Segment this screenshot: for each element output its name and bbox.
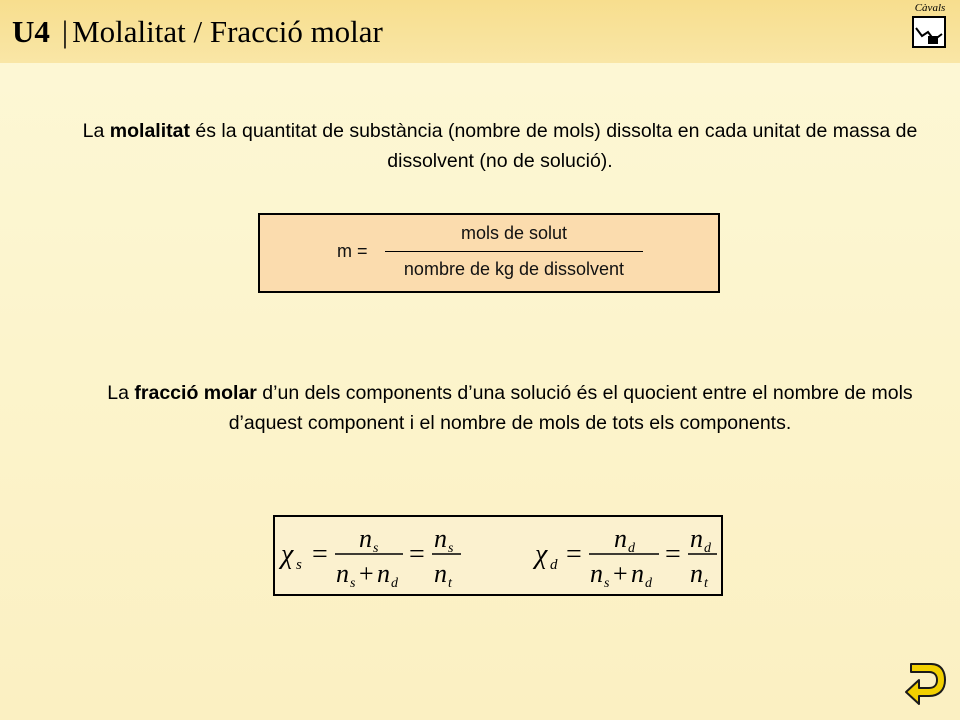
n-d-den-2: n: [631, 559, 644, 588]
n-t-den: n: [434, 559, 447, 588]
n-t-den-2: n: [690, 559, 703, 588]
header-bar: [0, 0, 960, 63]
molality-intro-after: és la quantitat de substància (nombre de mols) dissolta en cada unitat de massa de dissolvent (no de solució).: [189, 120, 918, 172]
title-separator: |: [61, 14, 69, 49]
n-s-numerator: n: [359, 524, 372, 553]
molality-numerator: mols de solut: [460, 223, 568, 243]
mole-fraction-intro-after: d’un dels components d’una solució és el quocient entre el nombre de mols d’aquest component i el nombre de mols de tots els components.: [228, 382, 913, 434]
n-d-num2: n: [690, 524, 703, 553]
plus-1: +: [359, 559, 374, 588]
unit-code: U4: [12, 14, 50, 49]
chi-d-subscript: d: [550, 557, 558, 573]
formula-solvent: [532, 524, 717, 591]
n-t-den-sub: t: [448, 576, 452, 591]
n-s-num2-sub: s: [448, 541, 454, 556]
molality-intro-before: La: [82, 120, 110, 142]
n-s-den-2-sub: s: [604, 576, 610, 591]
formula-solute: [278, 524, 461, 591]
molality-term: molalitat: [109, 120, 190, 142]
n-s-den: n: [336, 559, 349, 588]
title-text: Molalitat / Fracció molar: [72, 14, 383, 49]
molality-denominator: nombre de kg de dissolvent: [403, 259, 625, 279]
mole-fraction-formula-box: [273, 515, 723, 596]
return-arrow-icon[interactable]: [903, 660, 949, 708]
chi-s-symbol: χ: [281, 539, 294, 570]
chi-d-symbol: χ: [535, 539, 548, 570]
molality-symbol: m =: [337, 241, 368, 261]
mole-fraction-intro-before: La: [107, 382, 135, 404]
molality-formula-box: [258, 213, 720, 293]
n-s-num2: n: [434, 524, 447, 553]
n-d-den: n: [377, 559, 390, 588]
equals-3: =: [566, 539, 582, 570]
plus-2: +: [613, 559, 628, 588]
chart-logo-graphic: [912, 16, 946, 48]
n-d-num2-sub: d: [704, 541, 711, 556]
n-d-den-2-sub: d: [645, 576, 652, 591]
chi-s-subscript: s: [296, 557, 302, 573]
equals-2: =: [409, 539, 425, 570]
fraction-line: [385, 251, 643, 252]
n-d-numerator-sub: d: [628, 541, 635, 556]
n-s-numerator-sub: s: [373, 541, 379, 556]
mole-fraction-definition: [70, 378, 950, 438]
n-t-den-2-sub: t: [704, 576, 708, 591]
logo-text: Càvals: [914, 2, 946, 14]
chart-logo-icon[interactable]: [910, 2, 950, 50]
mole-fraction-term: fracció molar: [134, 382, 257, 404]
n-s-den-sub: s: [350, 576, 356, 591]
n-s-den-2: n: [590, 559, 603, 588]
equals-4: =: [665, 539, 681, 570]
equals-1: =: [312, 539, 328, 570]
n-d-numerator: n: [614, 524, 627, 553]
mole-fraction-formulas: [275, 517, 721, 594]
molality-definition: [60, 116, 940, 176]
page-title: [12, 14, 383, 50]
n-d-den-sub: d: [391, 576, 398, 591]
